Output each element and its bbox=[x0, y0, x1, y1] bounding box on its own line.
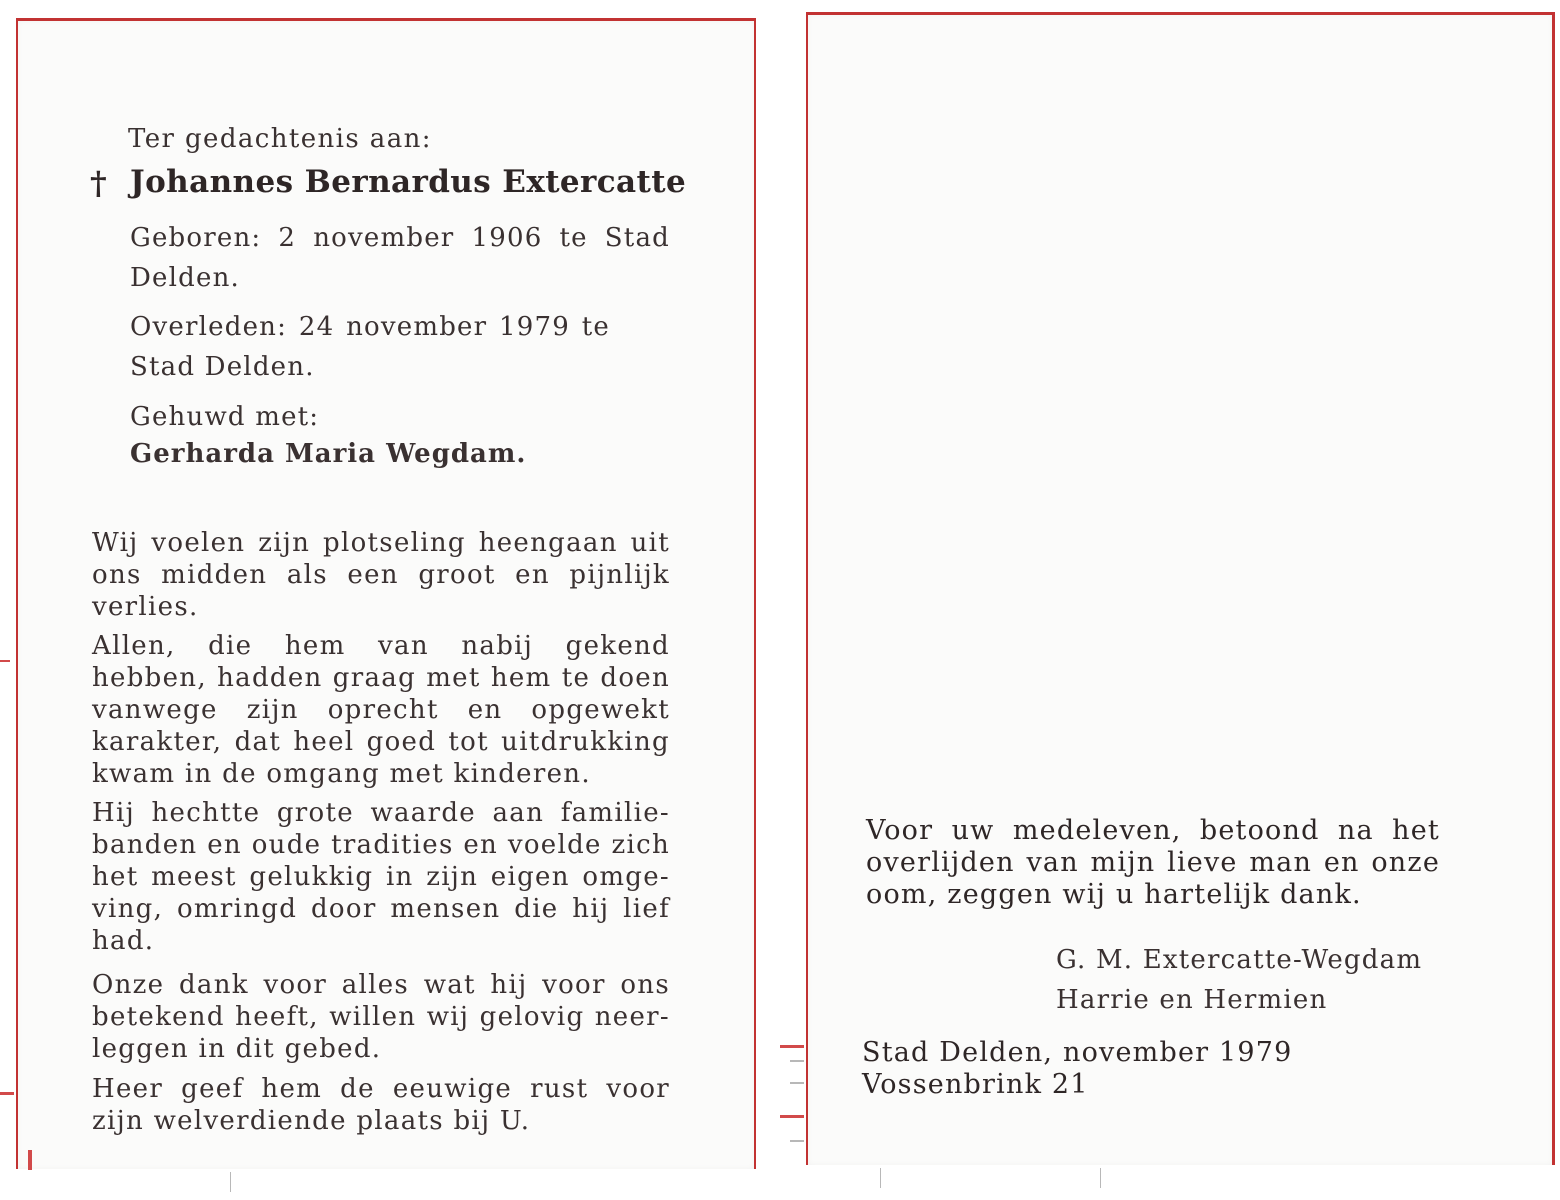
scan-mark bbox=[790, 1060, 804, 1062]
signature-widow: G. M. Extercatte-Wegdam bbox=[1056, 945, 1423, 975]
signature-family: Harrie en Hermien bbox=[1056, 985, 1328, 1015]
scan-mark bbox=[780, 1045, 804, 1048]
memorial-paragraph: Onze dank voor alles wat hij voor ons betekend heeft, willen wij gelovig neer-leggen in dit gebed. bbox=[92, 970, 670, 1064]
memorial-paragraph: Hij hechtte grote waarde aan familie-banden en oude tradities en voelde zich het meest gelukkig in zijn eigen omge-ving, omringd door mensen die hij lief had. bbox=[92, 798, 670, 956]
memorial-paragraph: Wij voelen zijn plotseling heengaan uit ons midden als een groot en pijnlijk verlies. bbox=[92, 528, 670, 622]
cross-icon: † bbox=[90, 164, 107, 202]
place-and-date: Stad Delden, november 1979 bbox=[862, 1037, 1293, 1068]
spouse-name: Gerharda Maria Wegdam. bbox=[130, 439, 527, 469]
card-heading: Ter gedachtenis aan: bbox=[128, 124, 432, 154]
memorial-prayer: Heer geef hem de eeuwige rust voor zijn welverdiende plaats bij U. bbox=[92, 1074, 670, 1136]
deceased-name: Johannes Bernardus Extercatte bbox=[130, 164, 687, 200]
memorial-card-back bbox=[806, 12, 1555, 1165]
scan-mark bbox=[28, 1150, 32, 1170]
death-info: Overleden: 24 november 1979 te Stad Delden. bbox=[130, 312, 610, 382]
scan-mark bbox=[0, 1092, 14, 1095]
birth-info: Geboren: 2 november 1906 te Stad Delden. bbox=[130, 223, 670, 293]
married-label: Gehuwd met: bbox=[130, 402, 320, 432]
address: Vossenbrink 21 bbox=[862, 1069, 1089, 1100]
memorial-paragraph: Allen, die hem van nabij gekend hebben, hadden graag met hem te doen vanwege zijn oprecht en opgewekt karakter, dat heel goed tot uitdrukking kwam in de omgang met kinderen. bbox=[92, 631, 670, 789]
scan-mark bbox=[780, 1115, 804, 1118]
scan-mark bbox=[1100, 1168, 1101, 1188]
thank-you-text: Voor uw medeleven, betoond na het overlijden van mijn lieve man en onze oom, zeggen wij u hartelijk dank. bbox=[866, 815, 1440, 910]
scan-mark bbox=[230, 1172, 231, 1192]
scan-mark bbox=[790, 1140, 804, 1142]
scan-mark bbox=[790, 1082, 804, 1084]
scan-mark bbox=[0, 660, 10, 662]
memorial-card-front bbox=[16, 18, 756, 1169]
scan-mark bbox=[880, 1168, 881, 1188]
